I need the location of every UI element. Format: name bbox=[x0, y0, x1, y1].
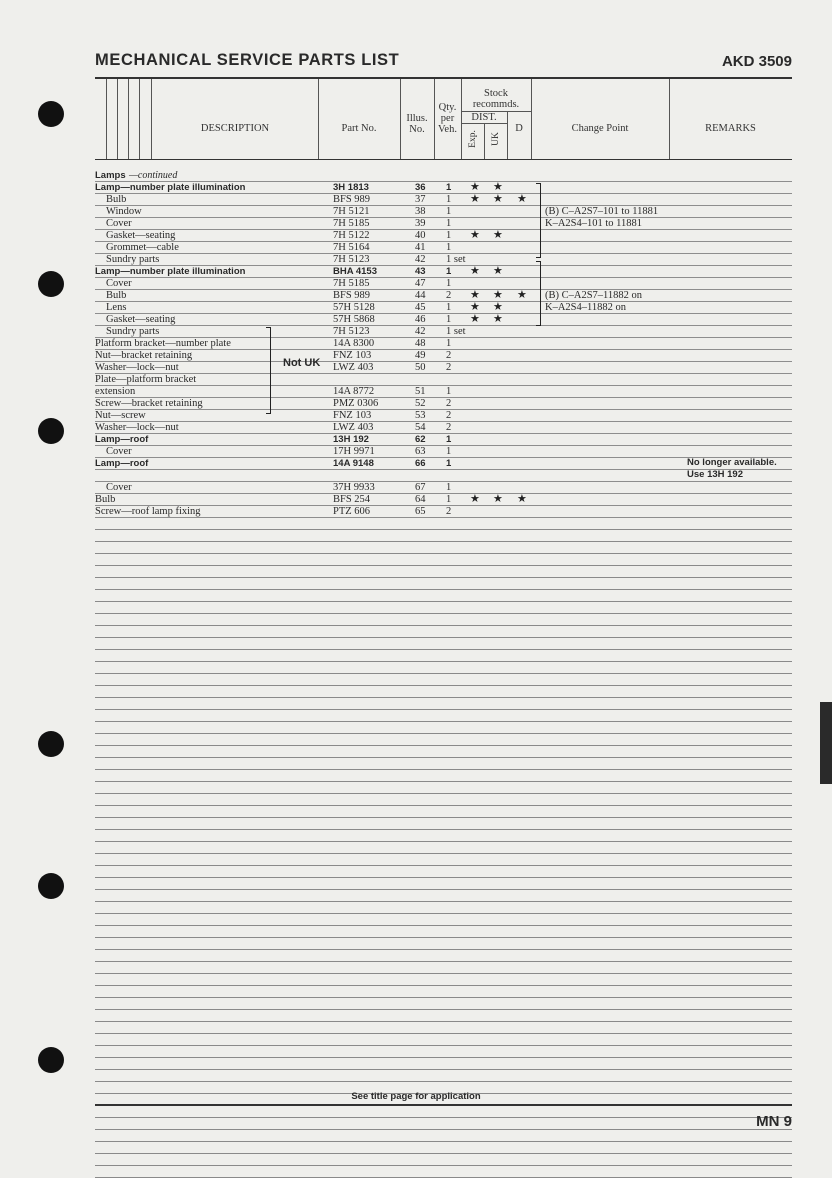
qty-per-vehicle: 1 bbox=[446, 194, 452, 205]
illus-number: 62 bbox=[415, 434, 426, 445]
table-row bbox=[95, 338, 792, 350]
table-row bbox=[95, 218, 792, 230]
row-description: Washer—lock—nut bbox=[95, 422, 179, 433]
table-row bbox=[95, 1058, 792, 1070]
qty-per-vehicle: 1 bbox=[446, 230, 452, 241]
table-row bbox=[95, 506, 792, 518]
table-row bbox=[95, 182, 792, 194]
table-row bbox=[95, 554, 792, 566]
page-number: MN 9 bbox=[756, 1113, 792, 1130]
table-row bbox=[95, 1022, 792, 1034]
row-description: Lamp—roof bbox=[95, 434, 149, 445]
col-qty-1: Qty. bbox=[438, 102, 457, 113]
table-row bbox=[95, 1070, 792, 1082]
row-description: Bulb bbox=[106, 194, 127, 205]
stock-exp-star: ★ bbox=[470, 289, 480, 301]
page-title: MECHANICAL SERVICE PARTS LIST bbox=[95, 51, 400, 69]
qty-per-vehicle: 1 bbox=[446, 314, 452, 325]
change-point: (B) C–A2S7–11882 on bbox=[545, 290, 643, 301]
qty-per-vehicle: 1 bbox=[446, 206, 452, 217]
row-description: Plate—platform bracket bbox=[95, 374, 197, 385]
footer-note: See title page for application bbox=[351, 1091, 481, 1102]
table-row bbox=[95, 398, 792, 410]
table-row bbox=[95, 1010, 792, 1022]
row-description: extension bbox=[95, 386, 136, 397]
col-change-point: Change Point bbox=[571, 123, 629, 134]
table-row bbox=[95, 1142, 792, 1154]
document-code: AKD 3509 bbox=[721, 53, 792, 70]
table-row bbox=[95, 842, 792, 854]
qty-per-vehicle: 1 bbox=[446, 494, 452, 505]
stock-exp-star: ★ bbox=[470, 265, 480, 277]
stock-d-star: ★ bbox=[517, 193, 527, 205]
part-number: BFS 989 bbox=[333, 290, 371, 301]
illus-number: 63 bbox=[415, 446, 426, 457]
table-row bbox=[95, 1118, 792, 1130]
stock-exp-star: ★ bbox=[470, 229, 480, 241]
row-description: Bulb bbox=[106, 290, 127, 301]
illus-number: 67 bbox=[415, 482, 426, 493]
stock-d-star: ★ bbox=[517, 493, 527, 505]
illus-number: 37 bbox=[415, 194, 426, 205]
qty-per-vehicle: 1 bbox=[446, 446, 452, 457]
table-row bbox=[95, 650, 792, 662]
qty-per-vehicle: 2 bbox=[446, 290, 452, 301]
remarks-text: No longer available. bbox=[687, 457, 777, 468]
index-tab bbox=[820, 702, 832, 784]
row-description: Screw—roof lamp fixing bbox=[95, 506, 201, 517]
punch-hole bbox=[38, 418, 64, 444]
qty-per-vehicle: 1 bbox=[446, 242, 452, 253]
table-row bbox=[95, 242, 792, 254]
column-rule bbox=[318, 79, 319, 159]
table-row bbox=[95, 662, 792, 674]
qty-per-vehicle: 1 bbox=[446, 302, 452, 313]
table-row bbox=[95, 1154, 792, 1166]
qty-per-vehicle: 2 bbox=[446, 398, 452, 409]
table-row bbox=[95, 302, 792, 314]
row-description: Gasket—seating bbox=[106, 230, 176, 241]
table-row bbox=[95, 410, 792, 422]
table-row bbox=[95, 254, 792, 266]
row-description: Cover bbox=[106, 446, 132, 457]
footer-rule bbox=[95, 1104, 792, 1106]
qty-per-vehicle: 1 bbox=[446, 218, 452, 229]
row-description: Screw—bracket retaining bbox=[95, 398, 203, 409]
illus-number: 66 bbox=[415, 458, 426, 469]
part-number: BFS 254 bbox=[333, 494, 371, 505]
part-number: LWZ 403 bbox=[333, 362, 374, 373]
table-row bbox=[95, 350, 792, 362]
part-number: 14A 8300 bbox=[333, 338, 375, 349]
table-row bbox=[95, 542, 792, 554]
part-number: 17H 9971 bbox=[333, 446, 375, 457]
qty-per-vehicle: 2 bbox=[446, 350, 452, 361]
col-description: DESCRIPTION bbox=[200, 123, 270, 134]
part-number: 7H 5122 bbox=[333, 230, 370, 241]
part-number: 3H 1813 bbox=[333, 182, 369, 193]
table-row bbox=[95, 794, 792, 806]
table-row bbox=[95, 758, 792, 770]
part-number: 7H 5164 bbox=[333, 242, 370, 253]
punch-hole bbox=[38, 101, 64, 127]
row-description: Cover bbox=[106, 278, 132, 289]
illus-number: 46 bbox=[415, 314, 426, 325]
table-row bbox=[95, 974, 792, 986]
table-row bbox=[95, 266, 792, 278]
row-description: Gasket—seating bbox=[106, 314, 176, 325]
group-bracket bbox=[536, 183, 541, 258]
qty-per-vehicle: 1 set bbox=[446, 326, 466, 337]
row-description: Platform bracket—number plate bbox=[95, 338, 231, 349]
table-row bbox=[95, 362, 792, 374]
table-row bbox=[95, 518, 792, 530]
table-row bbox=[95, 746, 792, 758]
col-remarks: REMARKS bbox=[705, 123, 756, 134]
row-description: Lamp—number plate illumination bbox=[95, 182, 246, 193]
part-number: 14A 8772 bbox=[333, 386, 375, 397]
part-number: LWZ 403 bbox=[333, 422, 374, 433]
table-row bbox=[95, 314, 792, 326]
stock-uk-star: ★ bbox=[493, 301, 503, 313]
col-part-no: Part No. bbox=[341, 123, 377, 134]
col-qty-2: per bbox=[440, 113, 455, 124]
table-row bbox=[95, 902, 792, 914]
table-row bbox=[95, 422, 792, 434]
table-row bbox=[95, 938, 792, 950]
table-row bbox=[95, 386, 792, 398]
table-row bbox=[95, 1046, 792, 1058]
part-number: 7H 5121 bbox=[333, 206, 370, 217]
row-description: Window bbox=[106, 206, 142, 217]
part-number: FNZ 103 bbox=[333, 410, 372, 421]
row-description: Cover bbox=[106, 482, 132, 493]
row-description: Sundry parts bbox=[106, 326, 160, 337]
column-rule bbox=[106, 79, 107, 159]
table-row bbox=[95, 530, 792, 542]
table-row bbox=[95, 926, 792, 938]
qty-per-vehicle: 2 bbox=[446, 362, 452, 373]
table-row bbox=[95, 1166, 792, 1178]
qty-per-vehicle: 2 bbox=[446, 410, 452, 421]
table-row bbox=[95, 770, 792, 782]
table-row bbox=[95, 962, 792, 974]
qty-per-vehicle: 2 bbox=[446, 506, 452, 517]
stock-exp-star: ★ bbox=[470, 181, 480, 193]
stock-uk-star: ★ bbox=[493, 193, 503, 205]
part-number: BFS 989 bbox=[333, 194, 371, 205]
stock-uk-star: ★ bbox=[493, 289, 503, 301]
table-row bbox=[95, 806, 792, 818]
table-row bbox=[95, 326, 792, 338]
col-exp: Exp. bbox=[468, 130, 478, 148]
table-row bbox=[95, 710, 792, 722]
table-row bbox=[95, 566, 792, 578]
row-description: Nut—bracket retaining bbox=[95, 350, 193, 361]
column-rule bbox=[484, 124, 485, 159]
row-description: Lamp—roof bbox=[95, 458, 149, 469]
qty-per-vehicle: 1 bbox=[446, 182, 452, 193]
table-row bbox=[95, 782, 792, 794]
part-number: 13H 192 bbox=[333, 434, 369, 445]
illus-number: 64 bbox=[415, 494, 426, 505]
illus-number: 45 bbox=[415, 302, 426, 313]
table-row bbox=[95, 170, 792, 182]
qty-per-vehicle: 1 bbox=[446, 386, 452, 397]
column-rule bbox=[151, 79, 152, 159]
stock-uk-star: ★ bbox=[493, 229, 503, 241]
col-illus-2: No. bbox=[409, 124, 425, 135]
illus-number: 41 bbox=[415, 242, 426, 253]
qty-per-vehicle: 2 bbox=[446, 422, 452, 433]
table-row bbox=[95, 950, 792, 962]
row-description: Lamps bbox=[95, 170, 126, 181]
stock-uk-star: ★ bbox=[493, 313, 503, 325]
col-uk: UK bbox=[491, 132, 501, 146]
col-d: D bbox=[515, 123, 523, 134]
row-description: Grommet—cable bbox=[106, 242, 179, 253]
illus-number: 47 bbox=[415, 278, 426, 289]
punch-hole bbox=[38, 731, 64, 757]
illus-number: 51 bbox=[415, 386, 426, 397]
stock-uk-star: ★ bbox=[493, 265, 503, 277]
col-stock-2: recommds. bbox=[472, 99, 520, 110]
qty-per-vehicle: 1 bbox=[446, 458, 452, 469]
table-row bbox=[95, 638, 792, 650]
table-row bbox=[95, 998, 792, 1010]
stock-exp-star: ★ bbox=[470, 493, 480, 505]
table-row bbox=[95, 470, 792, 482]
stock-exp-star: ★ bbox=[470, 301, 480, 313]
table-row bbox=[95, 614, 792, 626]
table-row bbox=[95, 230, 792, 242]
row-description: Washer—lock—nut bbox=[95, 362, 179, 373]
part-number: PTZ 606 bbox=[333, 506, 371, 517]
row-description: Lens bbox=[106, 302, 127, 313]
table-row bbox=[95, 626, 792, 638]
table-row bbox=[95, 602, 792, 614]
table-row bbox=[95, 674, 792, 686]
part-number: 7H 5185 bbox=[333, 218, 370, 229]
part-number: 57H 5868 bbox=[333, 314, 375, 325]
table-row bbox=[95, 914, 792, 926]
qty-per-vehicle: 1 bbox=[446, 266, 452, 277]
col-stock-1: Stock bbox=[484, 88, 508, 99]
table-row bbox=[95, 722, 792, 734]
illus-number: 50 bbox=[415, 362, 426, 373]
table-row bbox=[95, 878, 792, 890]
row-description: Lamp—number plate illumination bbox=[95, 266, 246, 277]
table-row bbox=[95, 734, 792, 746]
part-number: FNZ 103 bbox=[333, 350, 372, 361]
table-row bbox=[95, 194, 792, 206]
stock-exp-star: ★ bbox=[470, 193, 480, 205]
table-row bbox=[95, 206, 792, 218]
table-row bbox=[95, 290, 792, 302]
table-row bbox=[95, 890, 792, 902]
table-row bbox=[95, 482, 792, 494]
header-top-rule bbox=[95, 77, 792, 79]
punch-hole bbox=[38, 1047, 64, 1073]
row-description-suffix: —continued bbox=[129, 170, 178, 181]
illus-number: 42 bbox=[415, 326, 426, 337]
table-row bbox=[95, 854, 792, 866]
qty-per-vehicle: 1 bbox=[446, 278, 452, 289]
group-bracket bbox=[536, 261, 541, 326]
col-dist: DIST. bbox=[471, 112, 497, 123]
part-number: 14A 9148 bbox=[333, 458, 374, 469]
illus-number: 40 bbox=[415, 230, 426, 241]
illus-number: 49 bbox=[415, 350, 426, 361]
table-row bbox=[95, 1106, 792, 1118]
part-number: PMZ 0306 bbox=[333, 398, 379, 409]
part-number: 7H 5185 bbox=[333, 278, 370, 289]
illus-number: 53 bbox=[415, 410, 426, 421]
qty-per-vehicle: 1 bbox=[446, 434, 452, 445]
column-rule bbox=[128, 79, 129, 159]
table-row bbox=[95, 434, 792, 446]
table-row bbox=[95, 278, 792, 290]
remarks-text: Use 13H 192 bbox=[687, 469, 743, 480]
row-description: Cover bbox=[106, 218, 132, 229]
table-row bbox=[95, 830, 792, 842]
table-row bbox=[95, 818, 792, 830]
table-row bbox=[95, 1130, 792, 1142]
column-rule bbox=[507, 112, 508, 159]
part-number: 57H 5128 bbox=[333, 302, 375, 313]
illus-number: 48 bbox=[415, 338, 426, 349]
not-uk-label: Not UK bbox=[283, 357, 321, 369]
table-row bbox=[95, 374, 792, 386]
table-row bbox=[95, 686, 792, 698]
illus-number: 43 bbox=[415, 266, 426, 277]
illus-number: 39 bbox=[415, 218, 426, 229]
change-point: K–A2S4–11882 on bbox=[545, 302, 626, 313]
illus-number: 65 bbox=[415, 506, 426, 517]
stock-uk-star: ★ bbox=[493, 181, 503, 193]
part-number: 7H 5123 bbox=[333, 326, 370, 337]
column-rule bbox=[669, 79, 670, 159]
column-rule bbox=[139, 79, 140, 159]
change-point: K–A2S4–101 to 11881 bbox=[545, 218, 643, 229]
punch-hole bbox=[38, 873, 64, 899]
table-row bbox=[95, 866, 792, 878]
row-description: Bulb bbox=[95, 494, 116, 505]
illus-number: 44 bbox=[415, 290, 426, 301]
stock-exp-star: ★ bbox=[470, 313, 480, 325]
illus-number: 38 bbox=[415, 206, 426, 217]
qty-per-vehicle: 1 bbox=[446, 482, 452, 493]
part-number: BHA 4153 bbox=[333, 266, 378, 277]
col-qty-3: Veh. bbox=[438, 124, 457, 135]
part-number: 7H 5123 bbox=[333, 254, 370, 265]
change-point: (B) C–A2S7–101 to 11881 bbox=[545, 206, 659, 217]
parts-table bbox=[95, 170, 792, 1178]
stock-uk-star: ★ bbox=[493, 493, 503, 505]
col-illus-1: Illus. bbox=[406, 113, 428, 124]
column-rule bbox=[531, 79, 532, 159]
not-uk-bracket bbox=[266, 327, 271, 414]
table-row bbox=[95, 698, 792, 710]
column-rule bbox=[117, 79, 118, 159]
table-row bbox=[95, 1034, 792, 1046]
table-row bbox=[95, 986, 792, 998]
qty-per-vehicle: 1 set bbox=[446, 254, 466, 265]
header-bottom-rule bbox=[95, 159, 792, 160]
stock-d-star: ★ bbox=[517, 289, 527, 301]
table-row bbox=[95, 494, 792, 506]
illus-number: 36 bbox=[415, 182, 426, 193]
row-description: Sundry parts bbox=[106, 254, 160, 265]
table-row bbox=[95, 590, 792, 602]
qty-per-vehicle: 1 bbox=[446, 338, 452, 349]
illus-number: 42 bbox=[415, 254, 426, 265]
illus-number: 54 bbox=[415, 422, 426, 433]
part-number: 37H 9933 bbox=[333, 482, 375, 493]
table-row bbox=[95, 578, 792, 590]
illus-number: 52 bbox=[415, 398, 426, 409]
dist-subrule bbox=[461, 123, 507, 124]
punch-hole bbox=[38, 271, 64, 297]
row-description: Nut—screw bbox=[95, 410, 146, 421]
